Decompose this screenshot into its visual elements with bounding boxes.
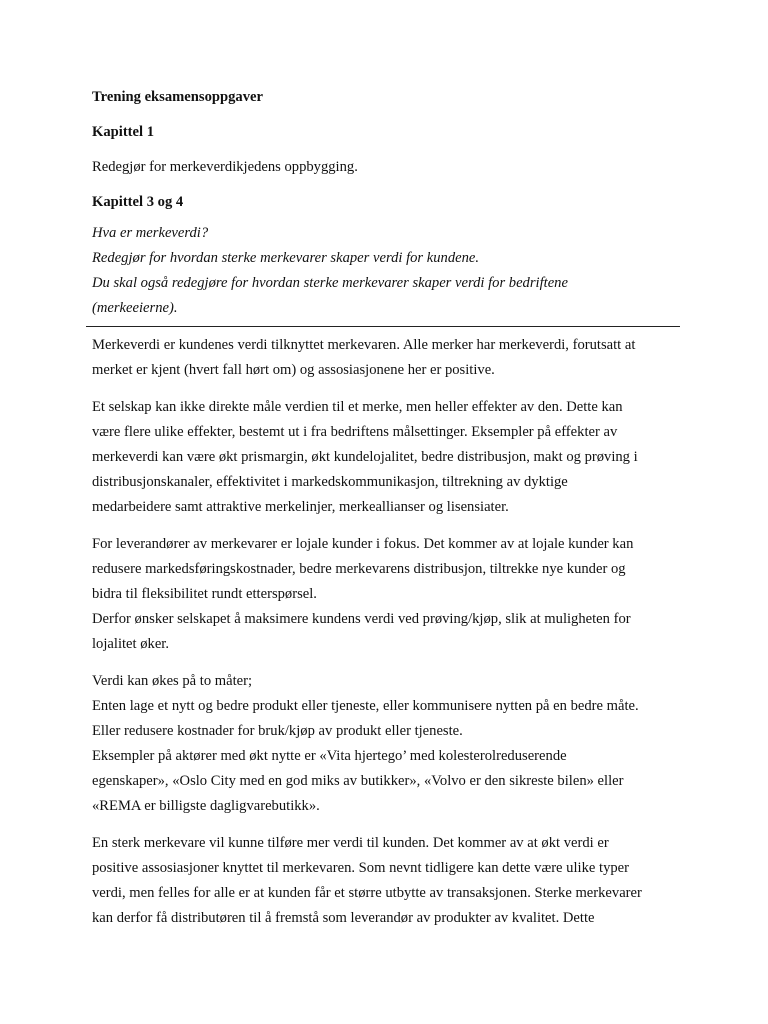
section-divider <box>86 326 680 327</box>
answer-paragraph-4 <box>92 669 680 819</box>
question-line: Redegjør for hvordan sterke merkevarer skaper verdi for kundene. <box>92 250 480 266</box>
paragraph-line: være flere ulike effekter, bestemt ut i fra bedriftens målsettinger. Eksempler på effekter av <box>92 424 618 440</box>
document-content <box>92 88 680 943</box>
paragraph-line: lojalitet øker. <box>92 636 170 652</box>
paragraph-line: positive assosiasjoner knyttet til merkevaren. Som nevnt tidligere kan dette være ulike typer <box>92 860 629 876</box>
paragraph-line: Merkeverdi er kundenes verdi tilknyttet merkevaren. Alle merker har merkeverdi, forutsatt at <box>92 337 636 353</box>
question-line: Du skal også redegjøre for hvordan sterke merkevarer skaper verdi for bedriftene <box>92 275 568 291</box>
answer-paragraph-5 <box>92 831 680 931</box>
paragraph-line: bidra til fleksibilitet rundt etterspørsel. <box>92 586 317 602</box>
question-line: Hva er merkeverdi? <box>92 225 209 241</box>
paragraph-line: merket er kjent (hvert fall hørt om) og assosiasjonene her er positive. <box>92 362 495 378</box>
paragraph-line: medarbeidere samt attraktive merkelinjer, merkeallianser og lisensiater. <box>92 499 509 515</box>
paragraph-line: merkeverdi kan være økt prismargin, økt kundelojalitet, bedre distribusjon, makt og prøving i <box>92 449 638 465</box>
chapter-3-4-questions <box>92 221 680 321</box>
answer-paragraph-2 <box>92 395 680 520</box>
paragraph-line: Enten lage et nytt og bedre produkt eller tjeneste, eller kommunisere nytten på en bedre måte. <box>92 698 639 714</box>
paragraph-line: distribusjonskanaler, effektivitet i markedskommunikasjon, tiltrekning av dyktige <box>92 474 568 490</box>
paragraph-line: Eller redusere kostnader for bruk/kjøp av produkt eller tjeneste. <box>92 723 463 739</box>
paragraph-line: redusere markedsføringskostnader, bedre merkevarens distribusjon, tiltrekke nye kunder og <box>92 561 626 577</box>
answer-paragraph-3 <box>92 532 680 657</box>
chapter-3-4-heading: Kapittel 3 og 4 <box>92 194 184 210</box>
chapter-1-heading: Kapittel 1 <box>92 124 155 140</box>
paragraph-line: egenskaper», «Oslo City med en god miks av butikker», «Volvo er den sikreste bilen» eller <box>92 773 624 789</box>
question-line: (merkeeierne). <box>92 300 178 316</box>
paragraph-line: «REMA er billigste dagligvarebutikk». <box>92 798 320 814</box>
answer-paragraph-1 <box>92 333 680 383</box>
paragraph-line: En sterk merkevare vil kunne tilføre mer verdi til kunden. Det kommer av at økt verdi er <box>92 835 609 851</box>
paragraph-line: Eksempler på aktører med økt nytte er «Vita hjertego’ med kolesterolreduserende <box>92 748 567 764</box>
paragraph-line: verdi, men felles for alle er at kunden får et større utbytte av transaksjonen. Sterke merkevarer <box>92 885 642 901</box>
paragraph-line: Derfor ønsker selskapet å maksimere kundens verdi ved prøving/kjøp, slik at muligheten for <box>92 611 631 627</box>
paragraph-line: For leverandører av merkevarer er lojale kunder i fokus. Det kommer av at lojale kunder kan <box>92 536 634 552</box>
chapter-1-task: Redegjør for merkeverdikjedens oppbygging. <box>92 159 358 175</box>
paragraph-line: kan derfor få distributøren til å fremstå som leverandør av produkter av kvalitet. Dette <box>92 910 595 926</box>
paragraph-line: Verdi kan økes på to måter; <box>92 673 253 689</box>
paragraph-line: Et selskap kan ikke direkte måle verdien til et merke, men heller effekter av den. Dette kan <box>92 399 623 415</box>
document-title: Trening eksamensoppgaver <box>92 89 263 105</box>
